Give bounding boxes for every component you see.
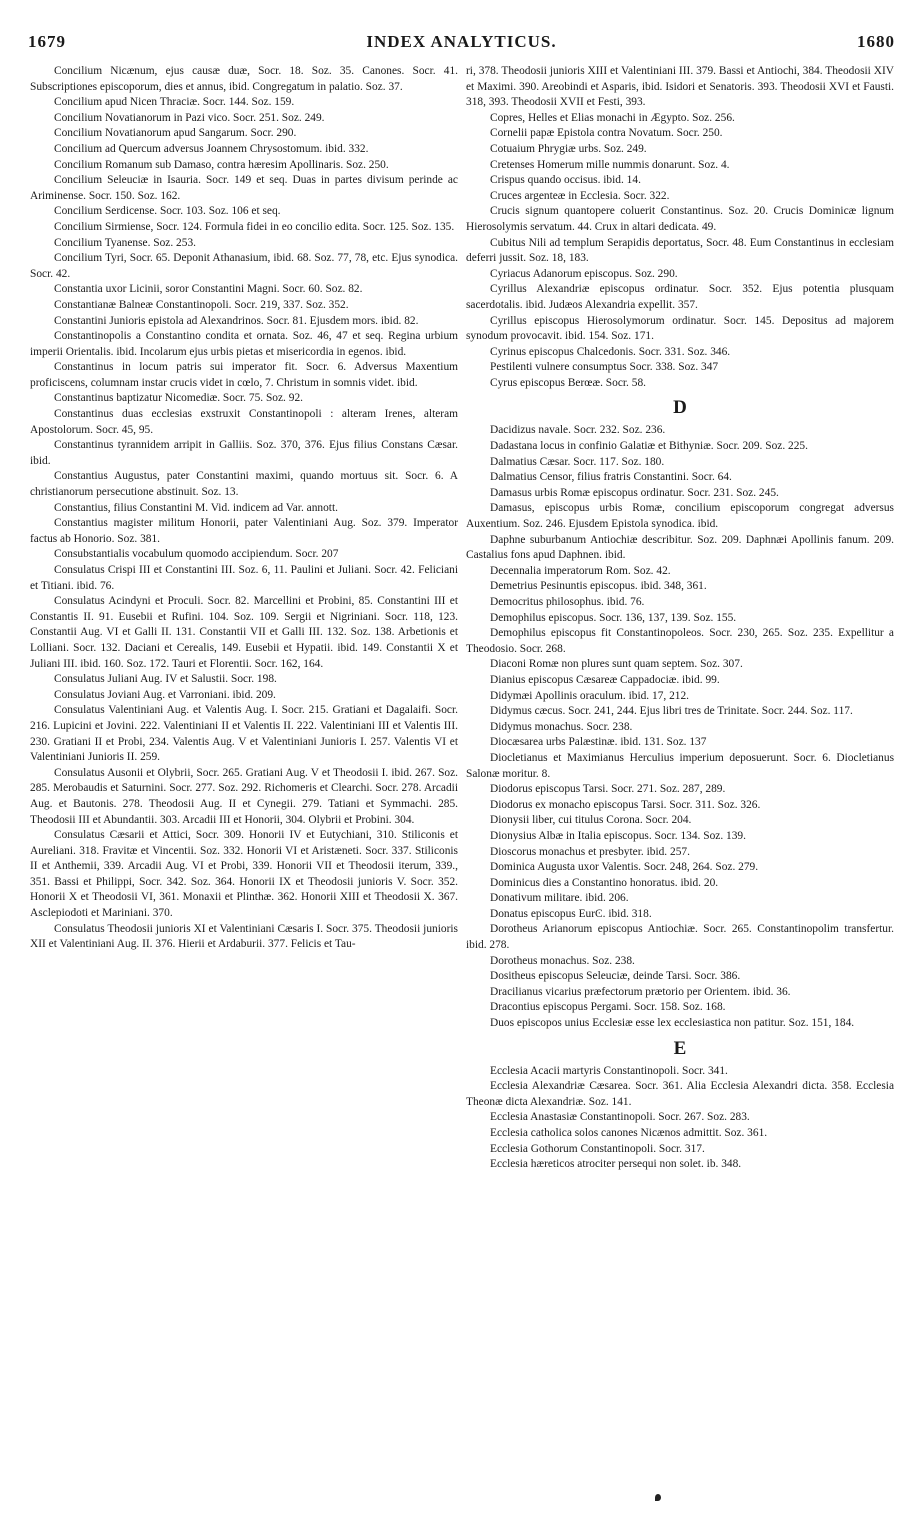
index-entry: Constantinus in locum patris sui imperator fit. Socr. 6. Adversus Maxentium proficiscens, columnam instar crucis videt in cœlo, 7. Christum in somnis videt. ibid. <box>30 361 458 389</box>
index-entry: Damasus, episcopus urbis Romæ, concilium episcoporum congregat adversus Auxentium. Soz. 246. Ejusdem Epistola synodica. ibid. <box>466 502 894 531</box>
index-entry: Concilium apud Nicen Thraciæ. Socr. 144. Soz. 159. <box>54 96 295 109</box>
index-entry: Cyriacus Adanorum episcopus. Soz. 290. <box>490 267 678 280</box>
index-entry: Copres, Helles et Elias monachi in Ægypto. Soz. 256. <box>490 111 735 124</box>
index-entry: Duos episcopos unius Ecclesiæ esse lex ecclesiastica non patitur. Soz. 151, 184. <box>490 1017 855 1030</box>
index-entry: Concilium Nicænum, ejus causæ duæ, Socr. 18. Soz. 35. Canones. Socr. 41. Subscriptiones episcoporum, dies et annus, ibid. Congregatum in palatio. Soz. 37. <box>30 65 458 93</box>
index-entry: Cotuaium Phrygiæ urbs. Soz. 249. <box>490 142 647 155</box>
index-entry: Dalmatius Cæsar. Socr. 117. Soz. 180. <box>490 455 665 468</box>
index-entry: Decennalia imperatorum Rom. Soz. 42. <box>490 564 671 577</box>
index-entry: Ecclesia Acacii martyris Constantinopoli. Socr. 341. <box>490 1064 728 1077</box>
index-entry: Consulatus Theodosii junioris XI et Valentiniani Cæsaris I. Socr. 375. Theodosii junioris XII et Valentiniani Aug. II. 376. Hierii et Ardaburii. 377. Felicis et Tau- <box>30 922 458 951</box>
index-entry: Concilium Tyri, Socr. 65. Deponit Athanasium, ibid. 68. Soz. 77, 78, etc. Ejus synodica. Socr. 42. <box>30 252 458 280</box>
index-entry: Concilium ad Quercum adversus Joannem Chrysostomum. ibid. 332. <box>54 142 369 155</box>
index-entry: Ecclesia Anastasiæ Constantinopoli. Socr. 267. Soz. 283. <box>490 1111 750 1124</box>
index-entry: Demophilus episcopus. Socr. 136, 137, 139. Soz. 155. <box>490 611 737 624</box>
page-number-right: 1680 <box>857 32 895 51</box>
index-entry: Donatus episcopus EurϾ. ibid. 318. <box>490 907 652 920</box>
index-entry: Consulatus Crispi III et Constantini III. Soz. 6, 11. Paulini et Juliani. Socr. 42. Feliciani et Titiani. ibid. 76. <box>30 564 458 592</box>
section-letter-e: E <box>673 1037 687 1059</box>
index-entry: Didymus monachus. Socr. 238. <box>490 720 633 733</box>
index-entry: Dioscorus monachus et presbyter. ibid. 257. <box>490 845 690 858</box>
index-entry: Damasus urbis Romæ episcopus ordinatur. Socr. 231. Soz. 245. <box>490 486 779 499</box>
index-entry: Diocæsarea urbs Palæstinæ. ibid. 131. Soz. 137 <box>490 736 707 749</box>
index-entry: Dracontius episcopus Pergami. Socr. 158. Soz. 168. <box>490 1001 726 1014</box>
index-entry: Pestilenti vulnere consumptus Socr. 338. Soz. 347 <box>490 361 719 374</box>
page-number-left: 1679 <box>28 32 66 51</box>
page-header <box>28 32 895 54</box>
index-entry: Diodorus ex monacho episcopus Tarsi. Socr. 311. Soz. 326. <box>490 798 761 811</box>
index-entry: Ecclesia Alexandriæ Cæsarea. Socr. 361. Alia Ecclesia Alexandri dicta. 358. Ecclesia Theonæ dicta Alexandriæ. Soz. 141. <box>466 1080 894 1108</box>
index-entry: Concilium Serdicense. Socr. 103. Soz. 106 et seq. <box>54 205 281 218</box>
index-entry: Diaconi Romæ non plures sunt quam septem. Soz. 307. <box>490 658 743 671</box>
index-entry: Dorotheus monachus. Soz. 238. <box>490 954 635 967</box>
index-entry: Crispus quando occisus. ibid. 14. <box>490 174 641 187</box>
index-entry: Concilium Tyanense. Soz. 253. <box>54 236 196 249</box>
index-entry: Cubitus Nili ad templum Serapidis deportatus, Socr. 48. Eum Constantinus in ecclesiam deferri jussit. Soz. 18, 183. <box>466 236 894 265</box>
index-entry: Ecclesia Gothorum Constantinopoli. Socr. 317. <box>490 1142 705 1155</box>
index-entry: Dianius episcopus Cæsareæ Cappadociæ. ibid. 99. <box>490 673 720 686</box>
index-entry: Dominicus dies a Constantino honoratus. ibid. 20. <box>490 876 719 889</box>
index-entry: Cruces argenteæ in Ecclesia. Socr. 322. <box>490 189 670 202</box>
index-entry: Constantius Augustus, pater Constantini maximi, quando mortuus sit. Socr. 6. A christianorum persecutione abstinuit. Soz. 13. <box>30 470 458 499</box>
index-entry: Concilium Novatianorum apud Sangarum. Socr. 290. <box>54 127 297 140</box>
index-entry: Dionysius Albæ in Italia episcopus. Socr. 134. Soz. 139. <box>490 829 746 842</box>
index-entry: Constantinus tyrannidem arripit in Galliis. Soz. 370, 376. Ejus filius Constans Cæsar. ibid. <box>30 439 458 467</box>
index-entry: Consulatus Acindyni et Proculi. Socr. 82. Marcellini et Probini, 85. Constantini III et Constantis II. 91. Eusebii et Rufini. 104. Soz. 109. Sergii et Nigriniani. Socr. 118, 123. Constantii Aug. VI et Galli II. 131. Constantii VII et Galli III. 132. Soz. 138. Arbetionis et Lolliani. Socr. 132. Daciani et Cerealis, 149. Eusebii et Hypatii. ibid. 149. Constantii X et Juliani III. ibid. 160. Soz. 172. Tauri et Florentii. Socr. 162, 164. <box>30 595 458 670</box>
left-column <box>30 64 458 953</box>
index-entry: Ecclesia hæreticos atrociter persequi non solet. ib. 348. <box>490 1158 742 1171</box>
index-entry: Diodorus episcopus Tarsi. Socr. 271. Soz. 287, 289. <box>490 783 726 796</box>
index-entry: Cyrillus episcopus Hierosolymorum ordinatur. Socr. 145. Depositus ad majorem synodum provocavit. ibid. 154. Soz. 171. <box>466 314 894 343</box>
index-entry: Concilium Novatianorum in Pazi vico. Socr. 251. Soz. 249. <box>54 111 325 124</box>
index-entry: Concilium Romanum sub Damaso, contra hæresim Apollinaris. Soz. 250. <box>54 158 389 171</box>
index-entry: Consubstantialis vocabulum quomodo accipiendum. Socr. 207 <box>54 548 339 561</box>
index-entry: ri, 378. Theodosii junioris XIII et Valentiniani III. 379. Bassi et Antiochi, 384. Theodosii XIV et Maximi. 390. Areobindi et Asparis, ibid. Isidori et Senatoris. 393. Theodosii XVI et Fausti. 318, 393. Theodosii XVII et Festi, 393. <box>466 65 894 109</box>
section-e <box>466 1064 894 1173</box>
section-c <box>466 64 894 391</box>
index-entry: Dionysii liber, cui titulus Corona. Socr. 204. <box>490 814 692 827</box>
index-entry: Constantinus baptizatur Nicomediæ. Socr. 75. Soz. 92. <box>54 392 303 405</box>
index-entry: Constantius, filius Constantini M. Vid. indicem ad Var. annott. <box>54 501 338 514</box>
index-entry: Dominica Augusta uxor Valentis. Socr. 248, 264. Soz. 279. <box>490 861 759 874</box>
index-entry: Didymæi Apollinis oraculum. ibid. 17, 212. <box>490 689 690 702</box>
index-entry: Democritus philosophus. ibid. 76. <box>490 596 645 608</box>
index-entry: Consulatus Ausonii et Olybrii, Socr. 265. Gratiani Aug. V et Theodosii I. ibid. 267. Soz. 285. Merobaudis et Saturnini. Socr. 277. Soz. 292. Richomeris et Clearchi. Socr. 278. Arcadii Aug. et Bautonis. 278. Theodosii Aug. II et Cynegii. 279. Tatiani et Symmachi. 285. Theodosii III et Abundantii. 303. Arcadii III et Honorii, 304. Olybrii et Probini. 304. <box>30 766 458 826</box>
index-entry: Dracilianus vicarius præfectorum prætorio per Orientem. ibid. 36. <box>490 985 791 998</box>
index-entry: Cyrillus Alexandriæ episcopus ordinatur. Socr. 352. Ejus potentia plusquam sacerdotalis. ibid. Judæos Alexandria expellit. 357. <box>466 283 894 311</box>
index-entry: Crucis signum quantopere coluerit Constantinus. Soz. 20. Crucis Dominicæ lignum Hierosolymis servatum. 44. Crux in altari dedicata. 49. <box>466 205 894 233</box>
index-entry: Cretenses Homerum mille nummis donarunt. Soz. 4. <box>490 158 730 171</box>
ornament-mark <box>655 1494 661 1501</box>
index-entry: Constantia uxor Licinii, soror Constantini Magni. Socr. 60. Soz. 82. <box>54 283 363 296</box>
index-entry: Dadastana locus in confinio Galatiæ et Bithyniæ. Socr. 209. Soz. 225. <box>490 440 808 453</box>
index-entry: Consulatus Joviani Aug. et Varroniani. ibid. 209. <box>54 688 276 701</box>
page-title: INDEX ANALYTICUS. <box>366 32 557 51</box>
index-entry: Constantini Junioris epistola ad Alexandrinos. Socr. 81. Ejusdem mors. ibid. 82. <box>54 314 419 327</box>
section-letter-d: D <box>673 397 687 419</box>
section-d <box>466 423 894 1031</box>
right-column <box>466 64 894 1173</box>
index-entry: Concilium Seleuciæ in Isauria. Socr. 149 et seq. Duas in partes divisum perinde ac Ariminense. Socr. 150. Soz. 162. <box>30 174 458 202</box>
index-entry: Demetrius Pesinuntis episcopus. ibid. 348, 361. <box>490 580 707 593</box>
index-entry: Dalmatius Censor, filius fratris Constantini. Socr. 64. <box>490 471 732 484</box>
index-entry: Ecclesia catholica solos canones Nicænos admittit. Soz. 361. <box>490 1127 768 1139</box>
index-entry: Cyrus episcopus Berœæ. Socr. 58. <box>490 376 646 389</box>
index-entry: Consulatus Cæsarii et Attici, Socr. 309. Honorii IV et Eutychiani, 310. Stiliconis et Aureliani. 318. Fravitæ et Vincentii. Soz. 332. Honorii VI et Aristæneti. Socr. 337. Stiliconis II et Anthemii, 339. Arcadii Aug. VI et Probi, 339. Honorii VII et Theodosii iterum, 339., 351. Bassi et Philippi, Socr. 342. Soz. 364. Honorii IX et Theodosii junioris V. Socr. 352. Honorii X et Theodosii VI, 361. Monaxii et Plinthæ. 362. Honorii XIII et Theodosii X. 367. Asclepiodoti et Mariniani. 370. <box>30 829 458 920</box>
index-entry: Diocletianus et Maximianus Herculius imperium deposuerunt. Socr. 6. Diocletianus Salonæ moritur. 8. <box>466 751 894 780</box>
index-entry: Constantinus duas ecclesias exstruxit Constantinopoli : alteram Irenes, alteram Apostolorum. Socr. 45, 95. <box>30 408 458 436</box>
index-entry: Consulatus Valentiniani Aug. et Valentis Aug. I. Socr. 215. Gratiani et Dagalaifi. Socr. 216. Lupicini et Jovini. 222. Valentiniani II et Valentis II. 222. Valentiniani III et Valentis III. 230. Gratiani II et Probi, 234. Valentis Aug. V et Valentiniani Junioris I. 257. Valentis VI et Valentiniani Junioris II. 259. <box>30 704 458 764</box>
index-entry: Daphne suburbanum Antiochiæ describitur. Soz. 209. Daphnæi Apollinis fanum. 209. Castalius fons apud Daphnen. ibid. <box>466 533 894 562</box>
index-entry: Didymus cæcus. Socr. 241, 244. Ejus libri tres de Trinitate. Socr. 244. Soz. 117. <box>490 705 853 718</box>
index-entry: Constantianæ Balneæ Constantinopoli. Socr. 219, 337. Soz. 352. <box>54 298 349 311</box>
index-entry: Cyrinus episcopus Chalcedonis. Socr. 331. Soz. 346. <box>490 345 731 358</box>
index-entry: Dacidizus navale. Socr. 232. Soz. 236. <box>490 424 666 437</box>
index-entry: Demophilus episcopus fit Constantinopoleos. Socr. 230, 265. Soz. 235. Expellitur a Theodosio. Socr. 268. <box>466 627 894 655</box>
index-entry: Constantius magister militum Honorii, pater Valentiniani Aug. Soz. 379. Imperator factus ab Honorio. Soz. 381. <box>30 517 458 545</box>
index-entry: Consulatus Juliani Aug. IV et Salustii. Socr. 198. <box>54 673 277 686</box>
index-entry: Cornelii papæ Epistola contra Novatum. Socr. 250. <box>490 127 723 140</box>
index-entry: Concilium Sirmiense, Socr. 124. Formula fidei in eo concilio edita. Socr. 125. Soz. 135. <box>54 220 455 233</box>
index-entry: Dorotheus Arianorum episcopus Antiochiæ. Socr. 265. Constantinopolim transfertur. ibid. 278. <box>466 923 894 952</box>
index-entry: Constantinopolis a Constantino condita et ornata. Soz. 46, 47 et seq. Regina urbium imperii Orientalis. ibid. Incolarum ejus urbis pietas et misericordia in egenos. ibid. <box>30 330 458 358</box>
index-entry: Dositheus episcopus Seleuciæ, deinde Tarsi. Socr. 386. <box>490 970 741 983</box>
index-entry: Donativum militare. ibid. 206. <box>490 892 629 905</box>
